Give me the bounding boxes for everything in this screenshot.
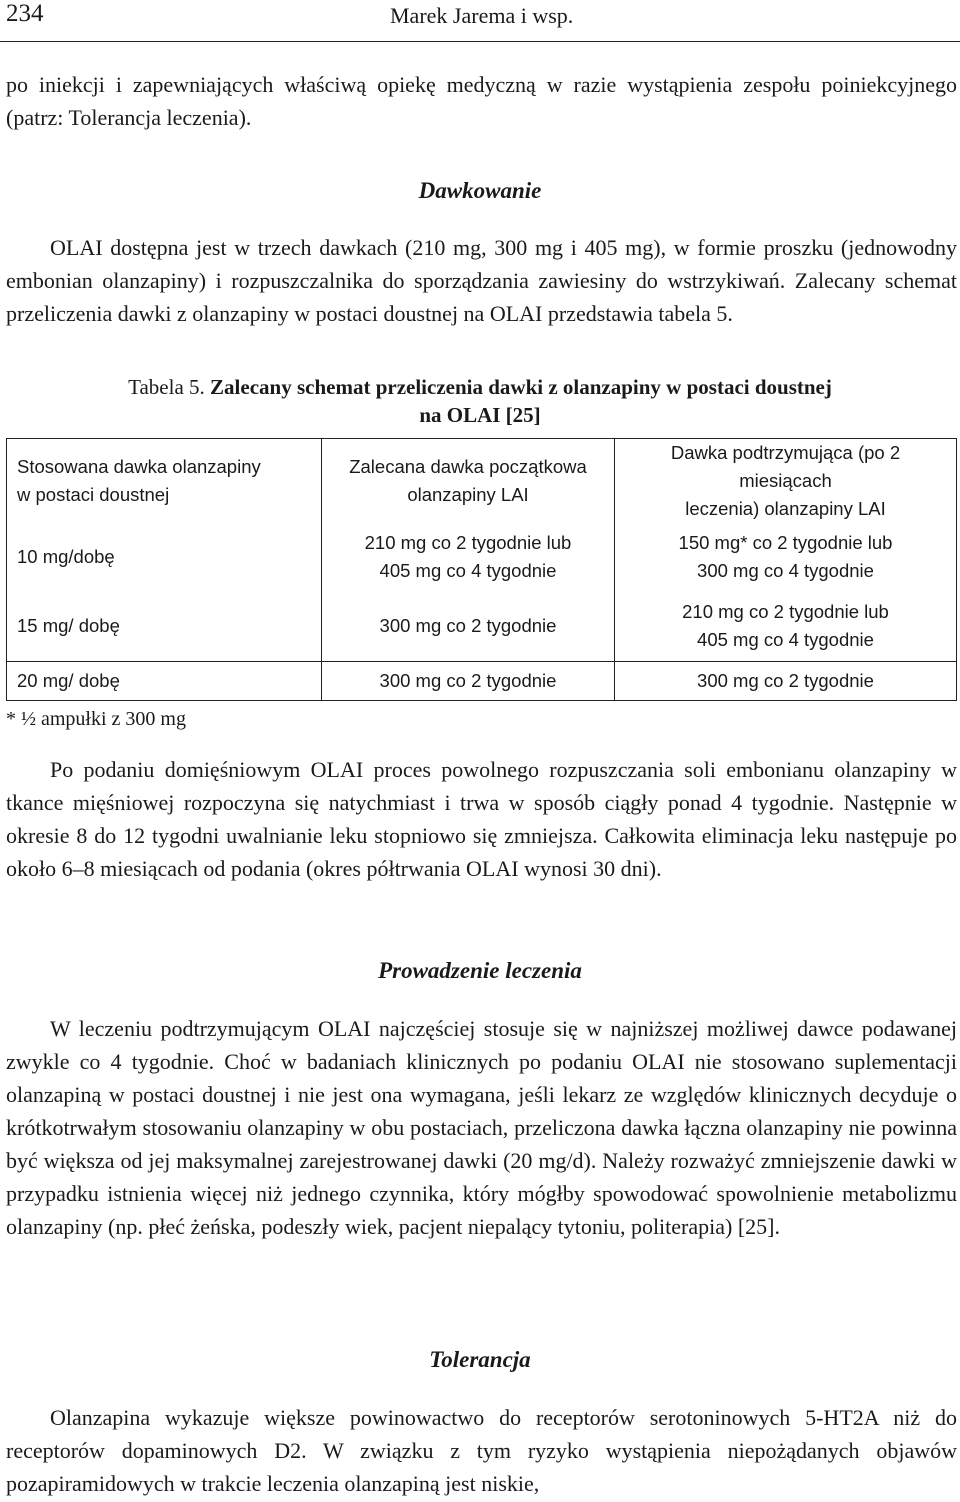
cell-maintenance-dose [615, 591, 957, 662]
cell-oral-dose [7, 662, 322, 701]
table-caption [0, 373, 960, 429]
header-rule [0, 41, 960, 42]
header-cell-text: Zalecana dawka początkowa [349, 456, 587, 477]
heading-prowadzenie-leczenia: Prowadzenie leczenia [378, 958, 582, 983]
table-caption-number: Tabela 5. [128, 375, 205, 399]
cell-text: 10 mg/dobę [17, 546, 115, 567]
paragraph-release: Po podaniu domięśniowym OLAI proces powolnego rozpuszczania soli embonianu olanzapiny w tkance mięśniowej rozpoczyna się natychmiast i trwa w sposób ciągły ponad 4 tygodnie. Następnie w okresie 8 do 12 tygodni uwalnianie leku stopniowo się zmniejsza. Całkowita eliminacja leku następuje po około 6–8 miesiącach od podania (okres półtrwania OLAI wynosi 30 dni). [6, 757, 957, 881]
paragraph-dosage: OLAI dostępna jest w trzech dawkach (210 mg, 300 mg i 405 mg), w formie proszku (jednowodny embonian olanzapiny) i rozpuszczalnika do sporządzania zawiesiny do wstrzykiwań. Zalecany schemat przeliczenia dawki z olanzapiny w postaci doustnej na OLAI przedstawia tabela 5. [6, 235, 957, 326]
header-cell-text: leczenia) olanzapiny LAI [685, 498, 886, 519]
table-row [7, 591, 957, 662]
header-cell-text: Dawka podtrzymująca (po 2 miesiącach [670, 442, 901, 491]
table-row [7, 523, 957, 591]
cell-text: 405 mg co 4 tygodnie [697, 629, 874, 650]
cell-maintenance-dose [615, 523, 957, 591]
cell-initial-dose [322, 662, 615, 701]
dose-conversion-table [6, 438, 957, 701]
header-cell-maintenance-dose [615, 439, 957, 524]
paragraph-treatment: W leczeniu podtrzymującym OLAI najczęściej stosuje się w najniższej możliwej dawce podawanej zwykle co 4 tygodnie. Choć w badaniach klinicznych po podaniu OLAI nie stosowano suplementacji olanzapiną w postaci doustnej i nie jest ona wymagana, jeśli lekarz ze względów klinicznych decyduje o krótkotrwałym stosowaniu olanzapiny w obu postaciach, przeliczona dawka łączna olanzapiny nie powinna być większa od jej maksymalnej zarejestrowanej dawki (20 mg/d). Należy rozważyć zmniejszenie dawki w przypadku istnienia więcej niż jednego czynnika, który mógłby spowodować spowolnienie metabolizmu olanzapiny (np. płeć żeńska, podeszły wiek, pacjent niepalący tytoniu, politerapia) [25]. [6, 1016, 957, 1239]
cell-initial-dose [322, 523, 615, 591]
cell-maintenance-dose [615, 662, 957, 701]
table-footnote: * ½ ampułki z 300 mg [6, 708, 186, 730]
paragraph-continued: po iniekcji i zapewniających właściwą opiekę medyczną w razie wystąpienia zespołu poiniekcyjnego (patrz: Tolerancja leczenia). [6, 72, 957, 130]
table-caption-line1 [0, 373, 960, 401]
cell-text: 20 mg/ dobę [17, 670, 120, 691]
header-cell-text: w postaci doustnej [17, 484, 170, 505]
header-cell-oral-dose [7, 439, 322, 524]
cell-text: 210 mg co 2 tygodnie lub [682, 601, 889, 622]
cell-text: 300 mg co 2 tygodnie [697, 670, 874, 691]
cell-initial-dose [322, 591, 615, 662]
page-header [0, 0, 960, 44]
paragraph-tolerance: Olanzapina wykazuje większe powinowactwo do receptorów serotoninowych 5-HT2A niż do receptorów dopaminowych D2. W związku z tym ryzyko wystąpienia niepożądanych objawów pozapiramidowych w trakcie leczenia olanzapiną jest niskie, [6, 1405, 957, 1496]
cell-text: 300 mg co 2 tygodnie [379, 615, 557, 636]
header-cell-text: Stosowana dawka olanzapiny [17, 456, 261, 477]
table-header-row [7, 439, 957, 524]
table-row [7, 662, 957, 701]
cell-oral-dose [7, 591, 322, 662]
cell-text: 300 mg co 2 tygodnie [379, 670, 557, 691]
running-title: Marek Jarema i wsp. [390, 3, 574, 28]
header-cell-text: olanzapiny LAI [407, 484, 529, 505]
cell-text: 15 mg/ dobę [17, 615, 120, 636]
cell-text: 210 mg co 2 tygodnie lub [364, 532, 572, 553]
table-caption-title: Zalecany schemat przeliczenia dawki z olanzapiny w postaci doustnej [210, 375, 832, 399]
cell-text: 405 mg co 4 tygodnie [379, 560, 557, 581]
page-number: 234 [6, 0, 44, 27]
table-caption-title-line2: na OLAI [25] [419, 403, 541, 427]
cell-oral-dose [7, 523, 322, 591]
heading-tolerancja: Tolerancja [429, 1347, 531, 1372]
header-cell-initial-dose [322, 439, 615, 524]
heading-dawkowanie: Dawkowanie [418, 178, 542, 203]
cell-text: 300 mg co 4 tygodnie [697, 560, 874, 581]
cell-text: 150 mg* co 2 tygodnie lub [678, 532, 893, 553]
